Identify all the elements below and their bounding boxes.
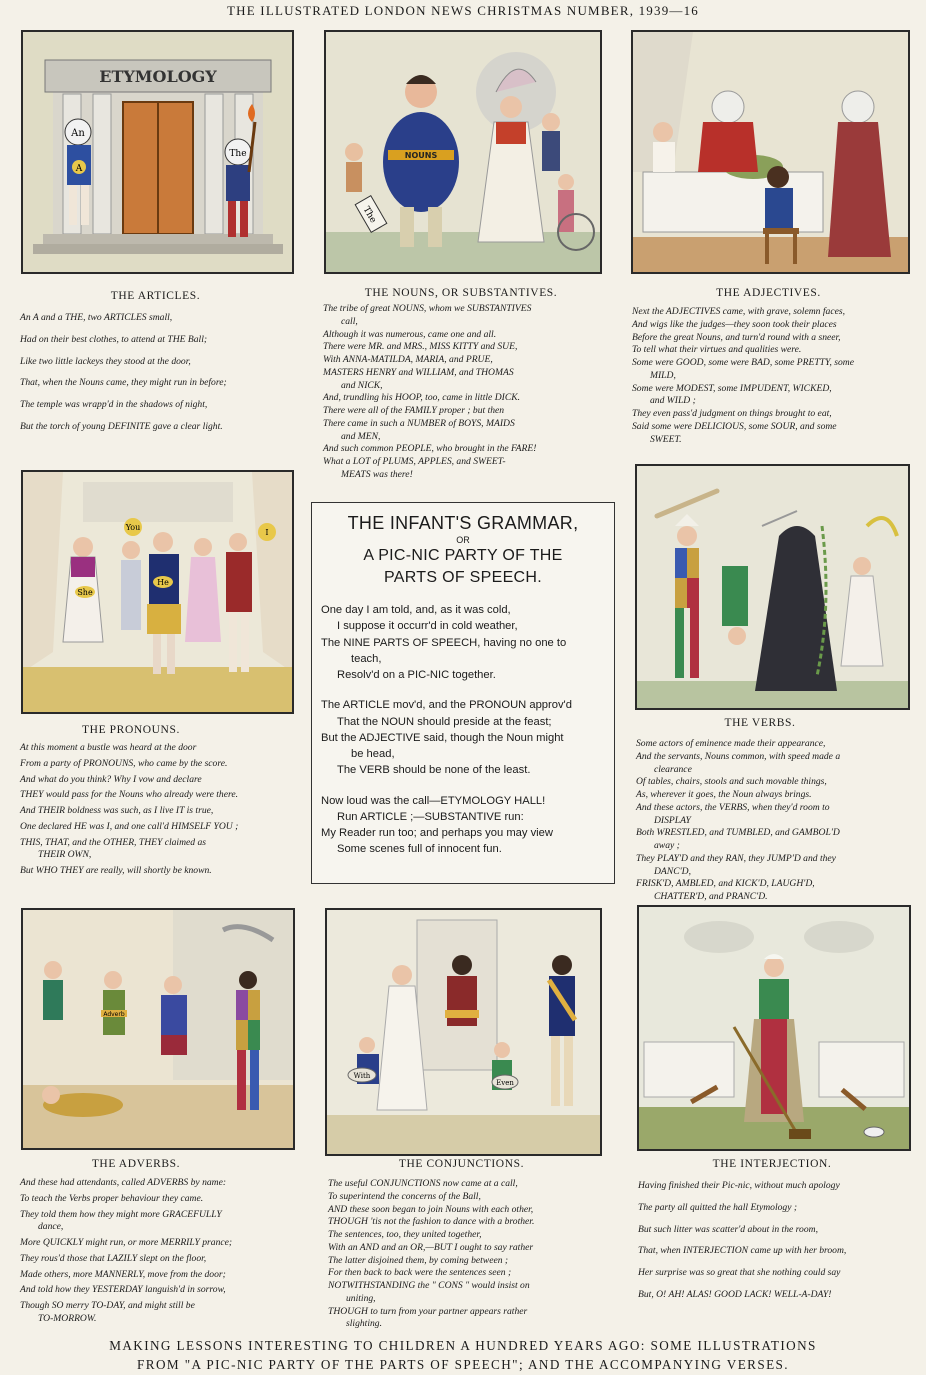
caption-line2: FROM "A PIC-NIC PARTY OF THE PARTS OF SPEECH"; AND THE ACCOMPANYING VERSES.: [137, 1357, 789, 1373]
nouns-title: THE NOUNS, OR SUBSTANTIVES.: [364, 287, 558, 299]
nouns-illustration: [324, 30, 602, 274]
adverbs-title: THE ADVERBS.: [91, 1158, 181, 1170]
title-box: [311, 502, 615, 884]
adverbs-verse: And these had attendants, called ADVERBS by name: To teach the Verbs proper behaviour they came. They told them how they might more GRACEFULLY dance, More QUICKLY might run, or more MERRILY prance; They rous'd those that LAZILY slept on the floor, Made others, more MANNERLY, move from the door; And told how they YESTERDAY languish'd in sorrow, Though SO merry TO-DAY, and might still be TO-MORROW.: [20, 1177, 233, 1324]
main-title: THE INFANT'S GRAMMAR,: [347, 513, 579, 533]
interjection-title: THE INTERJECTION.: [712, 1158, 832, 1170]
adverbs-sash: Adverb: [103, 1011, 125, 1018]
adjectives-illustration: [631, 30, 910, 274]
conjunctions-verse: The useful CONJUNCTIONS now came at a call, To superintend the concerns of the Ball, AND these soon began to join Nouns with each other, THOUGH 'tis not the fashion to dance with a brother. The sentences, too, they united together, With an AND and an OR,—BUT I ought to say rather The latter disjoined them, by coming between ; For then back to back were the sentences seen ; NOTWITHSTANDING the " CONS " would insist on uniting, THOUGH to turn from your partner appears rather slighting.: [328, 1178, 535, 1330]
pronouns-illustration: [21, 470, 294, 714]
badge-the: The: [229, 149, 247, 159]
conjunctions-title: THE CONJUNCTIONS.: [398, 1158, 525, 1170]
page-header: THE ILLUSTRATED LONDON NEWS CHRISTMAS NUMBER, 1939—16: [226, 3, 699, 18]
pronouns-title: THE PRONOUNS.: [82, 724, 180, 736]
articles-scene: [23, 32, 292, 272]
verbs-scene: [637, 466, 908, 708]
badge-i: I: [265, 528, 269, 537]
articles-title: THE ARTICLES.: [110, 290, 201, 302]
articles-illustration: [21, 30, 294, 274]
nouns-scene: [326, 32, 600, 272]
subtitle-line1: A PIC-NIC PARTY OF THE: [363, 547, 563, 564]
badge-he: He: [157, 578, 169, 587]
interjection-illustration: [637, 905, 911, 1151]
interjection-scene: [639, 907, 909, 1149]
nouns-sash: NOUNS: [404, 151, 438, 160]
caption: [0, 1336, 926, 1374]
caption-line1: MAKING LESSONS INTERESTING TO CHILDREN A HUNDRED YEARS AGO: SOME ILLUSTRATIONS: [109, 1338, 817, 1353]
subtitle-line2: PARTS OF SPEECH.: [383, 568, 543, 586]
nouns-card: The: [360, 205, 378, 225]
badge-she: She: [77, 588, 93, 597]
adjectives-scene: [633, 32, 908, 272]
interjection-verse: Having finished their Pic-nic, without much apology The party all quitted the hall Etymology ; But such litter was scatter'd about in the room, That, when INTERJECTION came up with her broom, Her surprise was so great that she nothing could say But, O! AH! ALAS! GOOD LACK! WELL-A-DAY!: [638, 1180, 847, 1300]
title-or: OR: [456, 535, 470, 545]
badge-even: Even: [496, 1079, 514, 1087]
pronouns-scene: [23, 472, 292, 712]
etymology-sign: ETYMOLOGY: [99, 67, 217, 86]
verbs-verse: Some actors of eminence made their appearance, And the servants, Nouns common, with speed made a clearance Of tables, chairs, stools and such movable things, As, wherever it goes, the Noun always brings. And these actors, the VERBS, when they'd room to DISPLAY Both WRESTLED, and TUMBLED, and GAMBOL'D away ; They PLAY'D and they RAN, they JUMP'D and they DANC'D, FRISK'D, AMBLED, and KICK'D, LAUGH'D, CHATTER'D, and PRANC'D.: [636, 738, 841, 902]
conjunctions-illustration: [325, 908, 602, 1156]
adjectives-verse: Next the ADJECTIVES came, with grave, solemn faces, And wigs like the judges—they soon took their places Before the great Nouns, and turn'd round with a sneer, To tell what their virtues and qualities were. Some were GOOD, some were BAD, some PRETTY, some MILD, Some were MODEST, some IMPUDENT, WICKED, and WILD ; They even pass'd judgment on things brought to eat, Said some were DELICIOUS, some SOUR, and some SWEET.: [632, 306, 854, 445]
adverbs-scene: [23, 910, 293, 1148]
nouns-verse: The tribe of great NOUNS, whom we SUBSTANTIVES call, Although it was numerous, came one and all. There were MR. and MRS., MISS KITTY and SUE, With ANNA-MATILDA, MARIA, and PRUE, MASTERS HENRY and WILLIAM, and THOMAS and NICK, And, trundling his HOOP, too, came in little DICK. There were all of the FAMILY proper ; but then There came in such a NUMBER of BOYS, MAIDS and MEN, And such common PEOPLE, who brought in the FARE! What a LOT of PLUMS, APPLES, and SWEET- MEATS was there!: [323, 303, 537, 480]
badge-an: An: [71, 128, 85, 139]
adjectives-title: THE ADJECTIVES.: [716, 287, 821, 299]
adverbs-illustration: [21, 908, 295, 1150]
badge-a: A: [75, 164, 83, 174]
verbs-title: THE VERBS.: [724, 717, 796, 729]
verbs-illustration: [635, 464, 910, 710]
intro-verse: One day I am told, and, as it was cold, I suppose it occurr'd in cold weather, The NINE PARTS OF SPEECH, having no one to teach, Resolv'd on a PIC-NIC together. The ARTICLE mov'd, and the PRONOUN approv'd That the NOUN should preside at the feast; But the ADJECTIVE said, though the Noun might be head, The VERB should be none of the least. Now loud was the call—ETYMOLOGY HALL! Run ARTICLE ;—SUBSTANTIVE run: My Reader run too; and perhaps you may view Some scenes full of innocent fun.: [321, 604, 572, 856]
badge-you: You: [125, 523, 141, 532]
articles-verse: An A and a THE, two ARTICLES small, Had on their best clothes, to attend at THE Ball; Like two little lackeys they stood at the door, That, when the Nouns came, they might run in before; The temple was wrapp'd in the shadows of night, But the torch of young DEFINITE gave a clear light.: [20, 312, 227, 432]
conjunctions-scene: [327, 910, 600, 1154]
badge-with: With: [353, 1072, 371, 1080]
pronouns-verse: At this moment a bustle was heard at the door From a party of PRONOUNS, who came by the score. And what do you think? Why I vow and declare THEY would pass for the Nouns who already were there. And THEIR boldness was such, as I live IT is true, One declared HE was I, and one call'd HIMSELF YOU ; THIS, THAT, and the OTHER, THEY claimed as THEIR OWN, But WHO THEY are really, will shortly be known.: [20, 742, 239, 876]
